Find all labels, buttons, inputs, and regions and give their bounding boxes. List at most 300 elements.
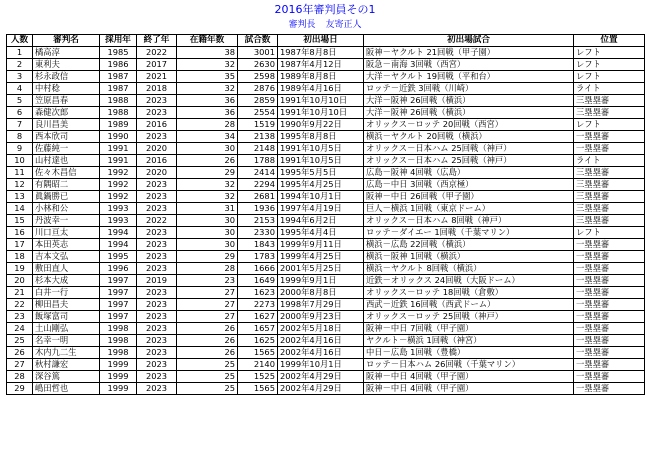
table-row [7,371,645,383]
debut-game: オリックス－日本ハム 25回戦（神戸） [364,143,574,155]
debut-game: 大洋－阪神 26回戦（横浜） [364,95,574,107]
games-count: 1936 [238,203,278,215]
hired-year: 1995 [100,251,137,263]
games-count: 2414 [238,167,278,179]
umpire-name: 佐藤純一 [33,143,100,155]
end-year: 2023 [137,131,177,143]
games-count: 2859 [238,95,278,107]
games-count: 2153 [238,215,278,227]
years-active: 34 [177,131,238,143]
debut-game: 広島－中日 3回戦（西京極） [364,179,574,191]
years-active: 28 [177,119,238,131]
years-active: 32 [177,179,238,191]
games-count: 1649 [238,275,278,287]
row-number: 14 [7,203,33,215]
hired-year: 1997 [100,275,137,287]
hired-year: 1988 [100,107,137,119]
chief-umpire-label: 審判長 [288,20,316,30]
position: 一塁塁審 [574,311,645,323]
debut-game: 広島－阪神 4回戦（広島） [364,167,574,179]
hired-year: 1997 [100,299,137,311]
debut-game: ロッテ－日本ハム 26回戦（千葉マリン） [364,359,574,371]
debut-date: 2001年5月25日 [278,263,364,275]
end-year: 2023 [137,179,177,191]
table-body [7,47,645,395]
header-end: 終了年 [137,35,177,47]
games-count: 2273 [238,299,278,311]
years-active: 26 [177,155,238,167]
games-count: 1565 [238,383,278,395]
table-header-row [7,35,645,47]
position: 三塁塁審 [574,167,645,179]
umpire-name: 嶋田哲也 [33,383,100,395]
games-count: 2330 [238,227,278,239]
hired-year: 1997 [100,311,137,323]
games-count: 2876 [238,83,278,95]
table-row [7,131,645,143]
row-number: 28 [7,371,33,383]
debut-date: 2002年4月29日 [278,371,364,383]
header-hired: 採用年 [100,35,137,47]
debut-date: 1987年4月12日 [278,59,364,71]
end-year: 2016 [137,155,177,167]
table-row [7,83,645,95]
debut-date: 2000年8月8日 [278,287,364,299]
hired-year: 1985 [100,47,137,59]
games-count: 1625 [238,335,278,347]
umpire-name: 敷田直人 [33,263,100,275]
header-name: 審判名 [33,35,100,47]
umpire-name: 良川昌美 [33,119,100,131]
debut-game: 大洋－阪神 26回戦（横浜） [364,107,574,119]
debut-game: ロッテ－近鉄 3回戦（川崎） [364,83,574,95]
years-active: 25 [177,383,238,395]
table-row [7,119,645,131]
games-count: 2140 [238,359,278,371]
table-row [7,239,645,251]
chief-umpire-name: 友寄正人 [325,20,362,30]
position: 一塁塁審 [574,383,645,395]
end-year: 2023 [137,251,177,263]
row-number: 1 [7,47,33,59]
position: 一塁塁審 [574,251,645,263]
years-active: 36 [177,107,238,119]
table-row [7,383,645,395]
debut-game: オリックス－ロッテ 18回戦（倉敷） [364,287,574,299]
debut-date: 1999年10月1日 [278,359,364,371]
debut-date: 2002年4月29日 [278,383,364,395]
years-active: 27 [177,311,238,323]
table-row [7,179,645,191]
umpire-name: 西本欣司 [33,131,100,143]
row-number: 29 [7,383,33,395]
position: ライト [574,83,645,95]
hired-year: 1999 [100,359,137,371]
position: 一塁塁審 [574,275,645,287]
umpire-name: 飯塚富司 [33,311,100,323]
umpire-name: 中村稔 [33,83,100,95]
games-count: 1623 [238,287,278,299]
position: 三塁塁審 [574,107,645,119]
debut-game: 中日－広島 1回戦（豊橋） [364,347,574,359]
umpire-name: 眞鍋勝已 [33,191,100,203]
games-count: 2138 [238,131,278,143]
hired-year: 1998 [100,323,137,335]
row-number: 8 [7,131,33,143]
debut-game: ロッテ－ダイエー 1回戦（千葉マリン） [364,227,574,239]
debut-date: 1991年10月10日 [278,107,364,119]
years-active: 26 [177,347,238,359]
row-number: 17 [7,239,33,251]
position: 一塁塁審 [574,299,645,311]
debut-game: オリックス－ロッテ 20回戦（西宮） [364,119,574,131]
debut-game: 横浜－阪神 1回戦（横浜） [364,251,574,263]
table-row [7,95,645,107]
end-year: 2017 [137,59,177,71]
debut-game: 横浜－ヤクルト 20回戦（横浜） [364,131,574,143]
games-count: 2554 [238,107,278,119]
debut-game: 阪急－南海 3回戦（西宮） [364,59,574,71]
umpire-name: 白井一行 [33,287,100,299]
table-row [7,263,645,275]
end-year: 2022 [137,215,177,227]
debut-date: 1999年9月11日 [278,239,364,251]
umpire-name: 深谷篤 [33,371,100,383]
hired-year: 1990 [100,131,137,143]
games-count: 1843 [238,239,278,251]
position: 一塁塁審 [574,131,645,143]
end-year: 2023 [137,371,177,383]
position: レフト [574,227,645,239]
umpire-name: 橘高淳 [33,47,100,59]
table-row [7,311,645,323]
table-row [7,167,645,179]
debut-date: 1995年8月8日 [278,131,364,143]
position: 一塁塁審 [574,239,645,251]
hired-year: 1987 [100,83,137,95]
table-row [7,359,645,371]
years-active: 32 [177,59,238,71]
hired-year: 1992 [100,179,137,191]
table-row [7,227,645,239]
end-year: 2022 [137,47,177,59]
umpire-name: 土山剛弘 [33,323,100,335]
table-row [7,59,645,71]
end-year: 2023 [137,107,177,119]
end-year: 2018 [137,83,177,95]
row-number: 18 [7,251,33,263]
row-number: 7 [7,119,33,131]
table-row [7,299,645,311]
position: 三塁塁審 [574,215,645,227]
years-active: 26 [177,335,238,347]
years-active: 25 [177,371,238,383]
debut-date: 2000年9月23日 [278,311,364,323]
umpire-name: 名幸一明 [33,335,100,347]
years-active: 32 [177,191,238,203]
header-years: 在籍年数 [177,35,238,47]
umpire-name: 吉本文弘 [33,251,100,263]
debut-date: 1991年10月5日 [278,143,364,155]
debut-game: 巨人－横浜 1回戦（東京ドーム） [364,203,574,215]
position: 三塁塁審 [574,191,645,203]
row-number: 3 [7,71,33,83]
umpire-name: 丹波幸一 [33,215,100,227]
end-year: 2023 [137,335,177,347]
umpire-name: 笠原昌春 [33,95,100,107]
games-count: 2630 [238,59,278,71]
years-active: 25 [177,359,238,371]
end-year: 2023 [137,287,177,299]
table-row [7,47,645,59]
hired-year: 1986 [100,59,137,71]
table-row [7,107,645,119]
end-year: 2023 [137,203,177,215]
header-debut-date: 初出場日 [278,35,364,47]
debut-date: 1989年4月16日 [278,83,364,95]
debut-date: 2002年4月16日 [278,347,364,359]
games-count: 2681 [238,191,278,203]
position: 一塁塁審 [574,323,645,335]
years-active: 27 [177,287,238,299]
years-active: 32 [177,83,238,95]
hired-year: 1993 [100,203,137,215]
header-count: 人数 [7,35,33,47]
table-row [7,71,645,83]
years-active: 30 [177,239,238,251]
row-number: 11 [7,167,33,179]
debut-date: 1991年10月10日 [278,95,364,107]
hired-year: 1999 [100,371,137,383]
hired-year: 1992 [100,191,137,203]
umpire-table [6,34,645,395]
games-count: 1565 [238,347,278,359]
hired-year: 1992 [100,167,137,179]
end-year: 2023 [137,359,177,371]
end-year: 2023 [137,347,177,359]
table-row [7,323,645,335]
games-count: 3001 [238,47,278,59]
debut-date: 1995年4月4日 [278,227,364,239]
row-number: 24 [7,323,33,335]
umpire-name: 木内九二生 [33,347,100,359]
debut-game: 近鉄－オリックス 24回戦（大阪ドーム） [364,275,574,287]
hired-year: 1994 [100,239,137,251]
end-year: 2016 [137,119,177,131]
games-count: 1519 [238,119,278,131]
table-row [7,287,645,299]
position: 一塁塁審 [574,359,645,371]
table-row [7,347,645,359]
hired-year: 1997 [100,287,137,299]
umpire-name: 杉本大成 [33,275,100,287]
years-active: 38 [177,47,238,59]
debut-game: オリックス－日本ハム 25回戦（神戸） [364,155,574,167]
debut-date: 1990年9月22日 [278,119,364,131]
years-active: 29 [177,167,238,179]
hired-year: 1988 [100,95,137,107]
header-position: 位置 [574,35,645,47]
position: 一塁塁審 [574,347,645,359]
debut-game: 横浜－ヤクルト 8回戦（横浜） [364,263,574,275]
umpire-name: 佐々木昌信 [33,167,100,179]
position: 一塁塁審 [574,263,645,275]
debut-game: ヤクルト－横浜 1回戦（神宮） [364,335,574,347]
umpire-name: 東利夫 [33,59,100,71]
debut-date: 1997年4月19日 [278,203,364,215]
debut-game: オリックス－日本ハム 8回戦（神戸） [364,215,574,227]
games-count: 1525 [238,371,278,383]
debut-date: 1998年7月29日 [278,299,364,311]
table-row [7,143,645,155]
umpire-name: 杉永政信 [33,71,100,83]
umpire-name: 秋村謙宏 [33,359,100,371]
debut-date: 2002年4月16日 [278,335,364,347]
games-count: 1788 [238,155,278,167]
position: 一塁塁審 [574,335,645,347]
years-active: 30 [177,143,238,155]
games-count: 2294 [238,179,278,191]
row-number: 4 [7,83,33,95]
years-active: 31 [177,203,238,215]
row-number: 22 [7,299,33,311]
umpire-name: 柳田昌夫 [33,299,100,311]
end-year: 2023 [137,227,177,239]
row-number: 19 [7,263,33,275]
position: 三塁塁審 [574,95,645,107]
chief-umpire-line [0,19,650,31]
debut-date: 1999年4月25日 [278,251,364,263]
row-number: 20 [7,275,33,287]
debut-game: 横浜－広島 22回戦（横浜） [364,239,574,251]
debut-date: 1991年10月5日 [278,155,364,167]
row-number: 2 [7,59,33,71]
position: ライト [574,155,645,167]
hired-year: 1998 [100,335,137,347]
row-number: 6 [7,107,33,119]
debut-date: 1987年8月8日 [278,47,364,59]
end-year: 2023 [137,239,177,251]
hired-year: 1998 [100,347,137,359]
umpire-name: 本田英志 [33,239,100,251]
umpire-name: 有隅昭二 [33,179,100,191]
end-year: 2023 [137,263,177,275]
debut-game: 阪神－中日 4回戦（甲子園） [364,371,574,383]
hired-year: 1996 [100,263,137,275]
hired-year: 1991 [100,143,137,155]
games-count: 2148 [238,143,278,155]
debut-game: 阪神－中日 7回戦（甲子園） [364,323,574,335]
table-row [7,155,645,167]
row-number: 25 [7,335,33,347]
position: 三塁塁審 [574,203,645,215]
debut-game: 阪神－ヤクルト 21回戦（甲子園） [364,47,574,59]
games-count: 1666 [238,263,278,275]
position: 一塁塁審 [574,371,645,383]
debut-game: 大洋－ヤクルト 19回戦（平和台） [364,71,574,83]
debut-date: 1999年9月1日 [278,275,364,287]
row-number: 26 [7,347,33,359]
row-number: 12 [7,179,33,191]
years-active: 29 [177,251,238,263]
hired-year: 1989 [100,119,137,131]
position: 一塁塁審 [574,287,645,299]
position: レフト [574,119,645,131]
debut-date: 1989年8月8日 [278,71,364,83]
row-number: 5 [7,95,33,107]
debut-game: オリックス－ロッテ 25回戦（神戸） [364,311,574,323]
hired-year: 1999 [100,383,137,395]
games-count: 1627 [238,311,278,323]
page-title: 2016年審判員その1 [274,3,376,16]
end-year: 2021 [137,71,177,83]
row-number: 10 [7,155,33,167]
end-year: 2023 [137,95,177,107]
end-year: 2023 [137,299,177,311]
games-count: 2598 [238,71,278,83]
hired-year: 1993 [100,215,137,227]
years-active: 35 [177,71,238,83]
years-active: 30 [177,227,238,239]
position: 一塁塁審 [574,143,645,155]
row-number: 16 [7,227,33,239]
debut-game: 西武－近鉄 16回戦（西武ドーム） [364,299,574,311]
debut-game: 阪神－中日 26回戦（甲子園） [364,191,574,203]
end-year: 2023 [137,323,177,335]
games-count: 1657 [238,323,278,335]
end-year: 2023 [137,191,177,203]
table-row [7,203,645,215]
debut-date: 1994年6月2日 [278,215,364,227]
hired-year: 1991 [100,155,137,167]
position: レフト [574,59,645,71]
table-row [7,275,645,287]
years-active: 28 [177,263,238,275]
years-active: 26 [177,323,238,335]
row-number: 23 [7,311,33,323]
end-year: 2020 [137,167,177,179]
row-number: 9 [7,143,33,155]
years-active: 27 [177,299,238,311]
end-year: 2020 [137,143,177,155]
table-row [7,215,645,227]
table-row [7,191,645,203]
years-active: 23 [177,275,238,287]
debut-game: 阪神－中日 4回戦（甲子園） [364,383,574,395]
umpire-name: 山村達也 [33,155,100,167]
end-year: 2023 [137,311,177,323]
header-debut-game: 初出場試合 [364,35,574,47]
row-number: 27 [7,359,33,371]
position: レフト [574,71,645,83]
position: 三塁塁審 [574,179,645,191]
umpire-name: 川口亘太 [33,227,100,239]
debut-date: 1995年4月25日 [278,179,364,191]
years-active: 30 [177,215,238,227]
row-number: 21 [7,287,33,299]
debut-date: 2002年5月18日 [278,323,364,335]
games-count: 1783 [238,251,278,263]
table-row [7,335,645,347]
row-number: 13 [7,191,33,203]
row-number: 15 [7,215,33,227]
umpire-name: 小林和公 [33,203,100,215]
debut-date: 1995年5月5日 [278,167,364,179]
end-year: 2023 [137,383,177,395]
table-row [7,251,645,263]
hired-year: 1994 [100,227,137,239]
umpire-name: 森健次郎 [33,107,100,119]
